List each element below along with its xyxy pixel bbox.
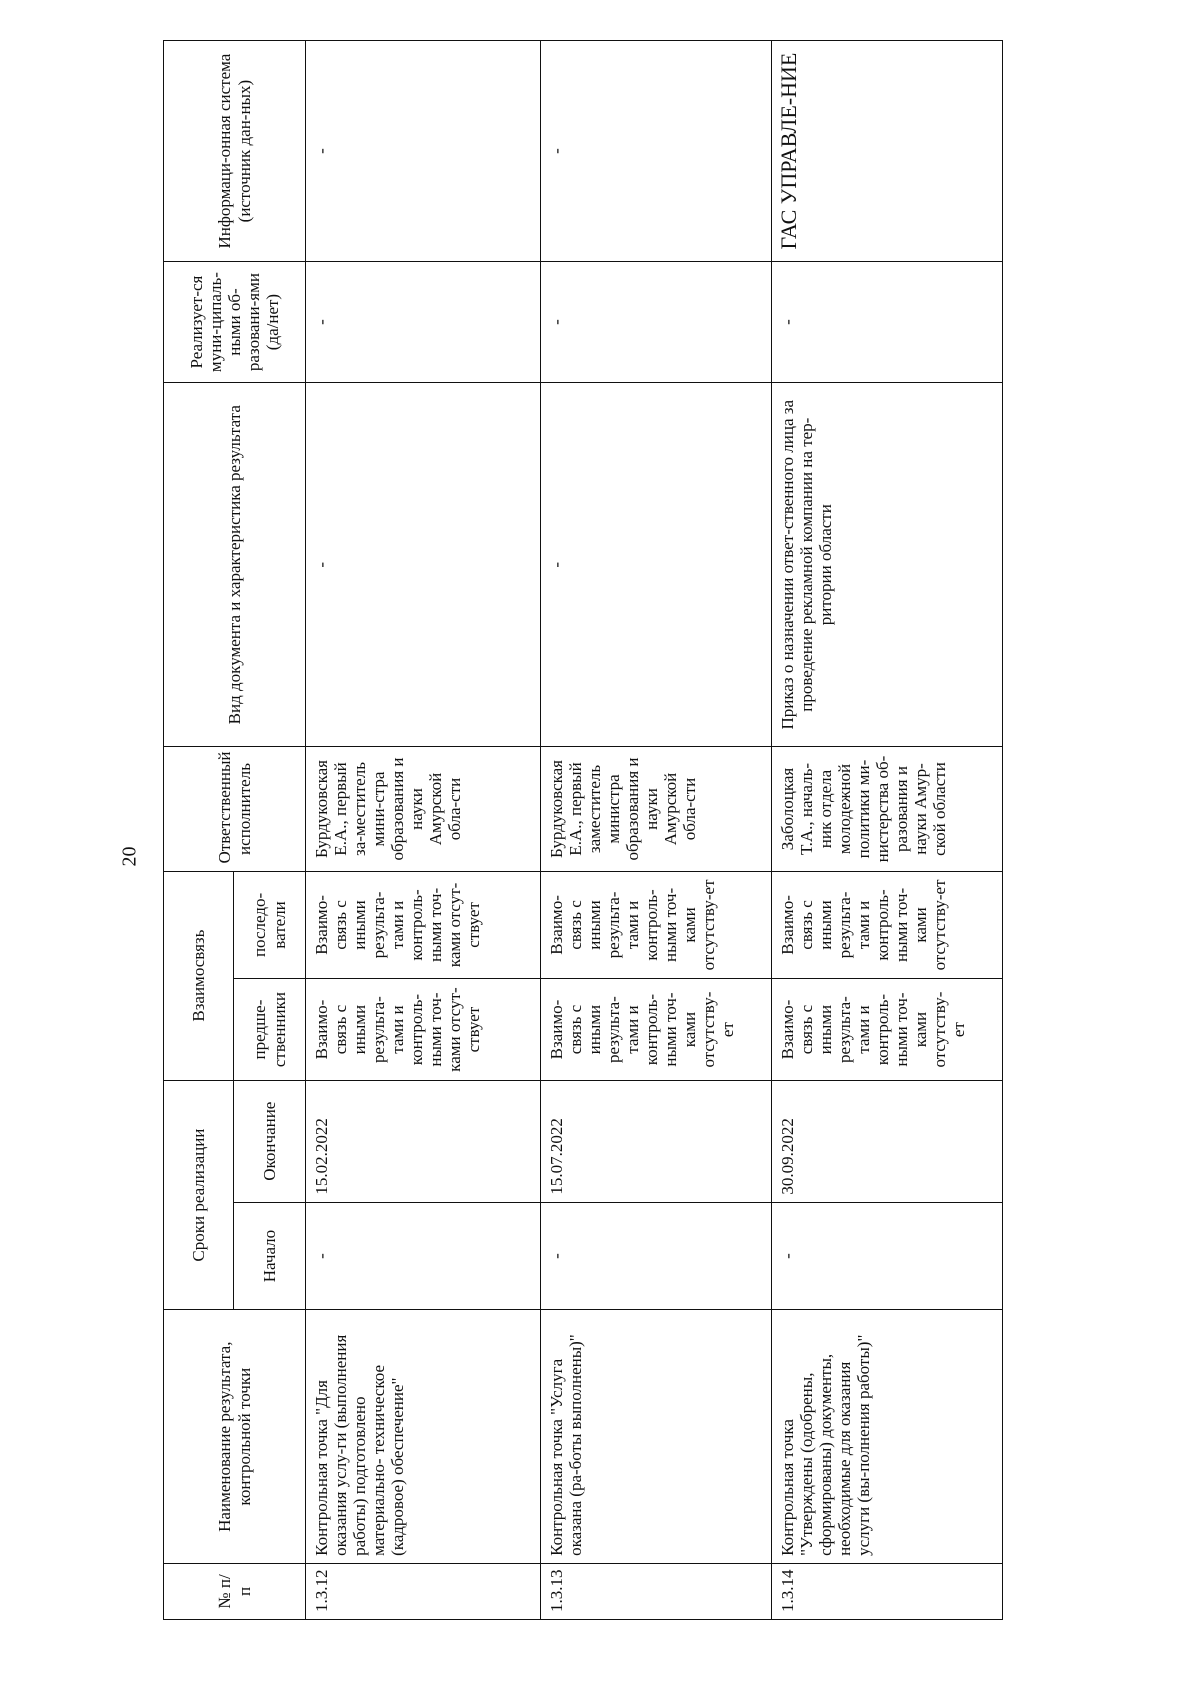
header-doc: Вид документа и характеристика результата: [164, 382, 306, 747]
row-prev: Взаимо-связь с иными результа-тами и контроль-ными точ-ками отсутству-ет: [541, 979, 772, 1080]
page-number: 20: [118, 846, 141, 867]
rotated-table-container: [163, 40, 1003, 1620]
header-num: № п/п: [164, 1563, 306, 1619]
row-doc: -: [306, 382, 541, 747]
row-name: Контрольная точка "Для оказания услу-ги (выполнения работы) подготовлено материально- техническое (кадровое) обеспечение": [306, 1310, 541, 1563]
row-executor: Бурдуковская Е.А., первый за-меститель мини-стра образования и науки Амурской обла-сти: [306, 747, 541, 871]
row-doc: Приказ о назначении ответ-ственного лица за проведение рекламной компании на тер-ритории области: [772, 382, 1003, 747]
row-municipal: -: [306, 262, 541, 383]
header-name: Наименование результата, контрольной точки: [164, 1310, 306, 1563]
row-municipal: -: [772, 262, 1003, 383]
row-system: ГАС УПРАВЛЕ-НИЕ: [772, 41, 1003, 262]
row-end: 15.07.2022: [541, 1080, 772, 1202]
header-next: последо-ватели: [234, 871, 306, 979]
table-row: [306, 41, 541, 1620]
header-system: Информаци-онная система (источник дан-ных): [164, 41, 306, 262]
row-start: -: [772, 1202, 1003, 1310]
row-prev: Взаимо-связь с иными результа-тами и контроль-ными точ-ками отсутству-ет: [772, 979, 1003, 1080]
row-municipal: -: [541, 262, 772, 383]
table-row: [541, 41, 772, 1620]
row-name: Контрольная точка "Услуга оказана (ра-боты выполнены)": [541, 1310, 772, 1563]
row-next: Взаимо-связь с иными результа-тами и контроль-ными точ-ками отсут-ствует: [306, 871, 541, 979]
row-num: 1.3.13: [541, 1563, 772, 1619]
header-terms: Сроки реализации: [164, 1080, 234, 1310]
header-executor: Ответственный исполнитель: [164, 747, 306, 871]
results-table: [163, 40, 1003, 1620]
row-start: -: [541, 1202, 772, 1310]
header-row-1: [164, 41, 234, 1620]
row-end: 15.02.2022: [306, 1080, 541, 1202]
row-start: -: [306, 1202, 541, 1310]
row-doc: -: [541, 382, 772, 747]
row-num: 1.3.14: [772, 1563, 1003, 1619]
header-end: Окончание: [234, 1080, 306, 1202]
header-link: Взаимосвязь: [164, 871, 234, 1080]
row-name: Контрольная точка "Утверждены (одобрены, сформированы) документы, необходимые для оказания услуги (вы-полнения работы)": [772, 1310, 1003, 1563]
row-prev: Взаимо-связь с иными результа-тами и контроль-ными точ-ками отсут-ствует: [306, 979, 541, 1080]
row-system: -: [306, 41, 541, 262]
row-system: -: [541, 41, 772, 262]
header-start: Начало: [234, 1202, 306, 1310]
table-row: [772, 41, 1003, 1620]
row-next: Взаимо-связь с иными результа-тами и контроль-ными точ-ками отсутству-ет: [541, 871, 772, 979]
row-end: 30.09.2022: [772, 1080, 1003, 1202]
row-num: 1.3.12: [306, 1563, 541, 1619]
header-prev: предше-ственники: [234, 979, 306, 1080]
row-next: Взаимо-связь с иными результа-тами и контроль-ными точ-ками отсутству-ет: [772, 871, 1003, 979]
header-municipal: Реализует-ся муни-ципаль-ными об-разовани-ями (да/нет): [164, 262, 306, 383]
row-executor: Бурдуковская Е.А., первый заместитель министра образования и науки Амурской обла-сти: [541, 747, 772, 871]
row-executor: Заболоцкая Т.А., началь-ник отдела молодежной политики ми-нистерства об-разования и науки Амур-ской области: [772, 747, 1003, 871]
